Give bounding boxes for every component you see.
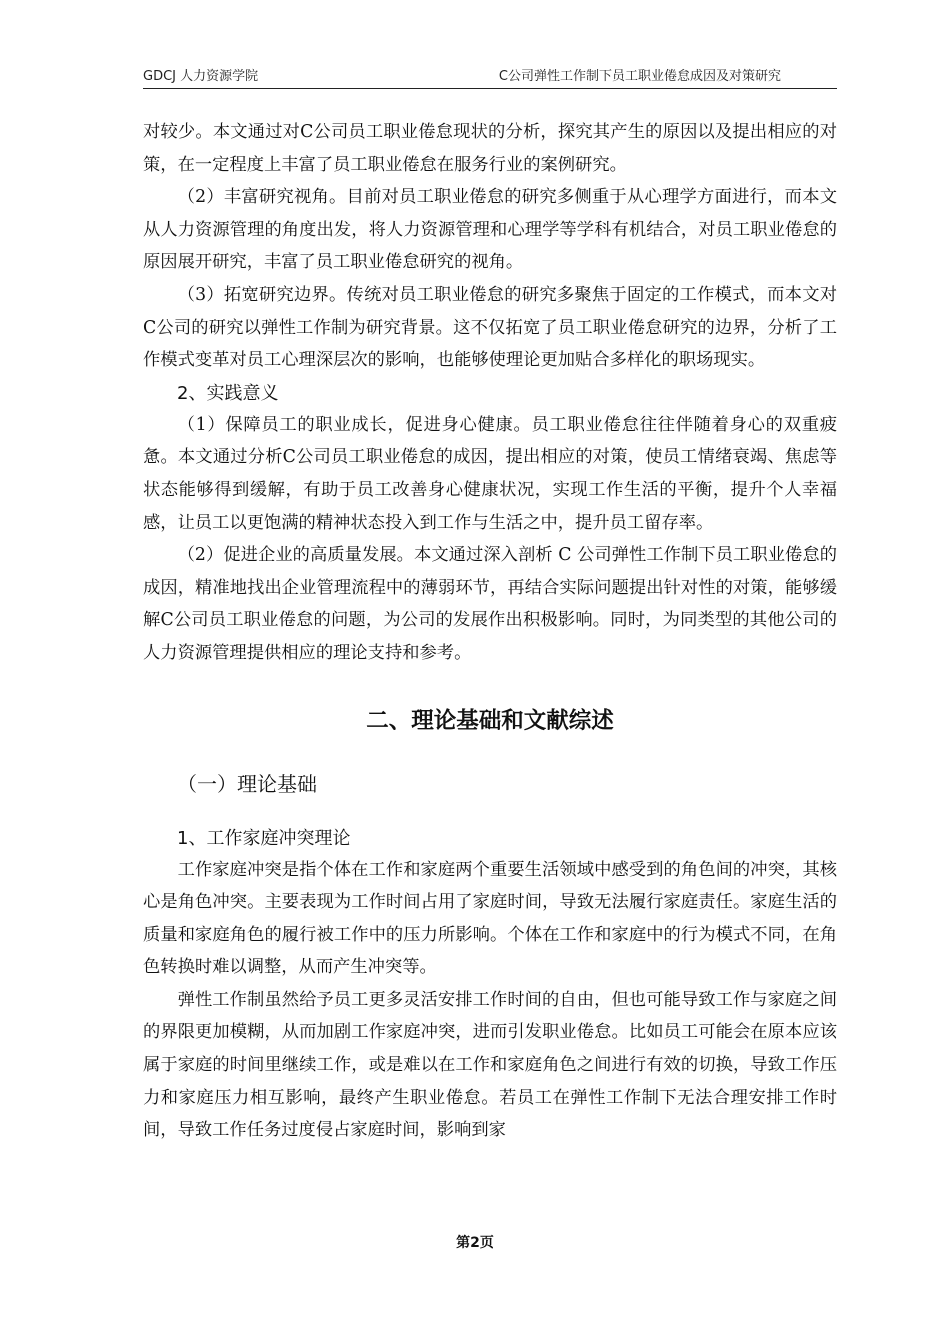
chapter-title: 二、理论基础和文献综述 (366, 707, 614, 734)
section-title: （一）理论基础 (177, 771, 317, 796)
paragraph-enterprise-development: （2）促进企业的高质量发展。本文通过深入剖析 C 公司弹性工作制下员工职业倦怠的成因，精准地找出企业管理流程中的薄弱环节，再结合实际问题提出针对性的对策，能够缓解C公司员工职业倦怠的问题，为公司的发展作出积极影响。同时，为同类型的其他公司的人力资源管理提供相应的理论支持和参考。 (143, 545, 837, 663)
paragraph-research-boundary: （3）拓宽研究边界。传统对员工职业倦怠的研究多聚焦于固定的工作模式，而本文对C公司的研究以弹性工作制为研究背景。这不仅拓宽了员工职业倦怠研究的边界，分析了工作模式变革对员工心理深层次的影响，也能够使理论更加贴合多样化的职场现实。 (143, 284, 837, 371)
header-school: GDCJ 人力资源学院 (143, 69, 259, 84)
paragraph-employee-growth: （1）保障员工的职业成长，促进身心健康。员工职业倦怠往往伴随着身心的双重疲惫。本文通过分析C公司员工职业倦怠的成因，提出相应的对策，使员工情绪衰竭、焦虑等状态能够得到缓解，有助于员工改善身心健康状况，实现工作生活的平衡，提升个人幸福感，让员工以更饱满的精神状态投入到工作与生活之中，提升员工留存率。 (143, 414, 837, 533)
page-body (143, 116, 837, 1147)
paragraph-flexible-work: 弹性工作制虽然给予员工更多灵活安排工作时间的自由，但也可能导致工作与家庭之间的界限更加模糊，从而加剧工作家庭冲突，进而引发职业倦怠。比如员工可能会在原本应该属于家庭的时间里继续工作，或是难以在工作和家庭角色之间进行有效的切换，导致工作压力和家庭压力相互影响，最终产生职业倦怠。若员工在弹性工作制下无法合理安排工作时间，导致工作任务过度侵占家庭时间，影响到家 (143, 989, 837, 1141)
page-header (143, 68, 837, 89)
paragraph-research-perspective: （2）丰富研究视角。目前对员工职业倦怠的研究多侧重于从心理学方面进行，而本文从人力资源管理的角度出发，将人力资源管理和心理学等学科有机结合，对员工职业倦怠的原因展开研究，丰富了员工职业倦怠研究的视角。 (143, 187, 837, 273)
paragraph-conflict-definition: 工作家庭冲突是指个体在工作和家庭两个重要生活领域中感受到的角色间的冲突，其核心是角色冲突。主要表现为工作时间占用了家庭时间，导致无法履行家庭责任。家庭生活的质量和家庭角色的履行被工作中的压力所影响。个体在工作和家庭中的行为模式不同，在角色转换时难以调整，从而产生冲突等。 (143, 859, 837, 978)
subsection-title: 1、工作家庭冲突理论 (177, 827, 351, 849)
page-number: 第2页 (456, 1235, 494, 1251)
heading-practical-significance: 2、实践意义 (177, 382, 279, 404)
header-thesis-title: C公司弹性工作制下员工职业倦怠成因及对策研究 (498, 69, 781, 84)
paragraph-continued: 对较少。本文通过对C公司员工职业倦怠现状的分析，探究其产生的原因以及提出相应的对策，在一定程度上丰富了员工职业倦怠在服务行业的案例研究。 (143, 122, 837, 175)
